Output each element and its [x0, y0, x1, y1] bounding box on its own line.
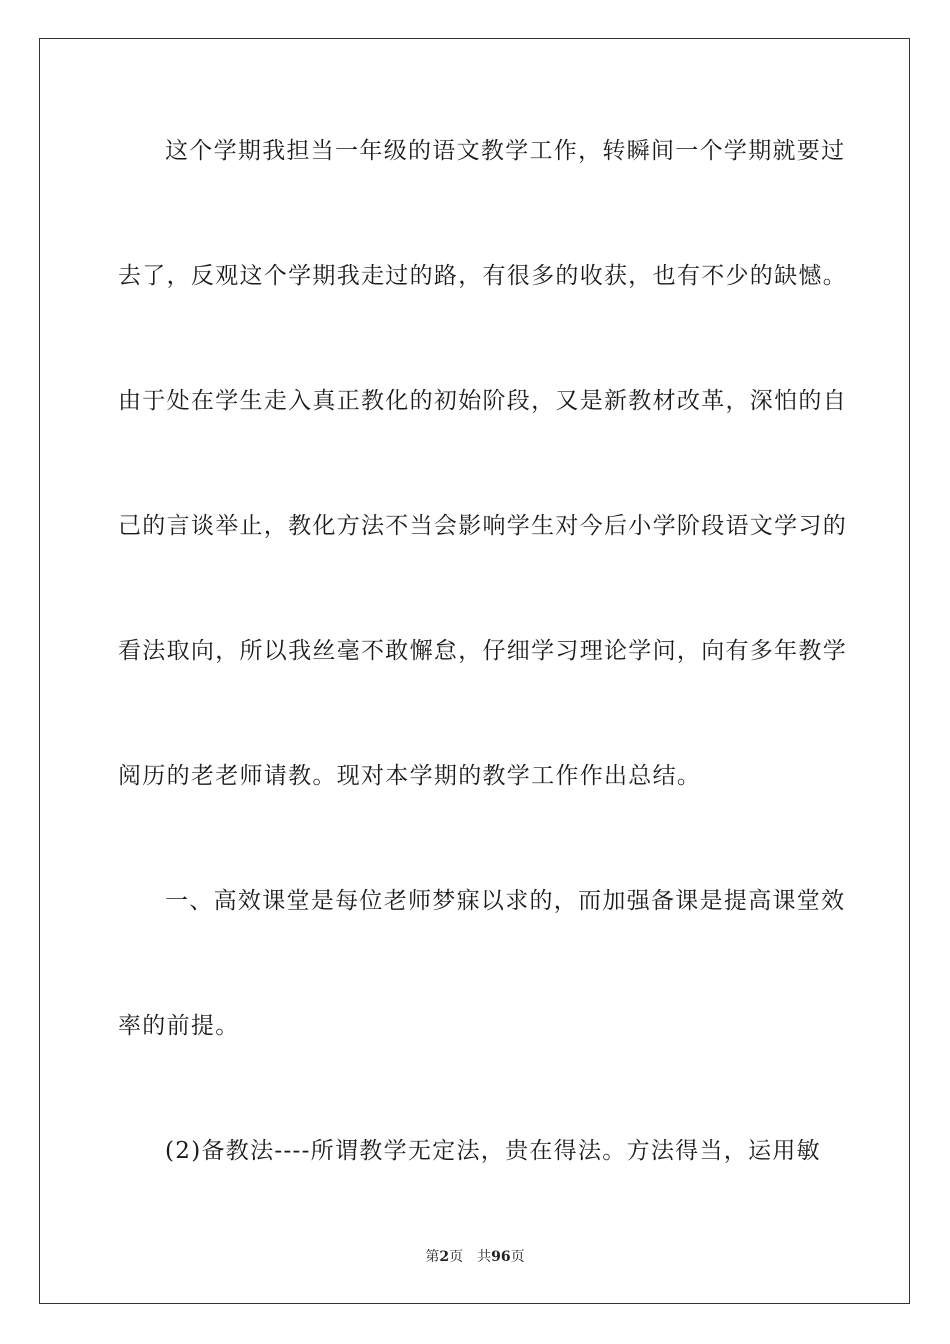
- paragraph-line: 这个学期我担当一年级的语文教学工作，转瞬间一个学期就要过: [165, 138, 846, 164]
- page-number: 2: [439, 1249, 450, 1265]
- page-border: [39, 38, 910, 1304]
- page-prefix: 第: [425, 1249, 440, 1265]
- total-pages: 96: [491, 1249, 511, 1265]
- paragraph-line: 看法取向，所以我丝毫不敢懈怠，仔细学习理论学问，向有多年教学: [118, 638, 847, 664]
- paragraph-line: 由于处在学生走入真正教化的初始阶段，又是新教材改革，深怕的自: [118, 388, 847, 414]
- paragraph-line: 阅历的老老师请教。现对本学期的教学工作作出总结。: [118, 763, 702, 789]
- section-heading-line: 一、高效课堂是每位老师梦寐以求的，而加强备课是提高课堂效: [165, 888, 846, 914]
- paragraph-line: 去了，反观这个学期我走过的路，有很多的收获，也有不少的缺憾。: [118, 263, 847, 289]
- page-footer: [0, 1248, 950, 1266]
- section-heading-line: 率的前提。: [118, 1013, 240, 1039]
- total-suffix: 页: [510, 1249, 525, 1265]
- paragraph-line: (2)备教法----所谓教学无定法，贵在得法。方法得当，运用敏: [165, 1138, 821, 1164]
- paragraph-line: 己的言谈举止，教化方法不当会影响学生对今后小学阶段语文学习的: [118, 513, 847, 539]
- total-prefix: 共: [477, 1249, 492, 1265]
- page-suffix: 页: [449, 1249, 464, 1265]
